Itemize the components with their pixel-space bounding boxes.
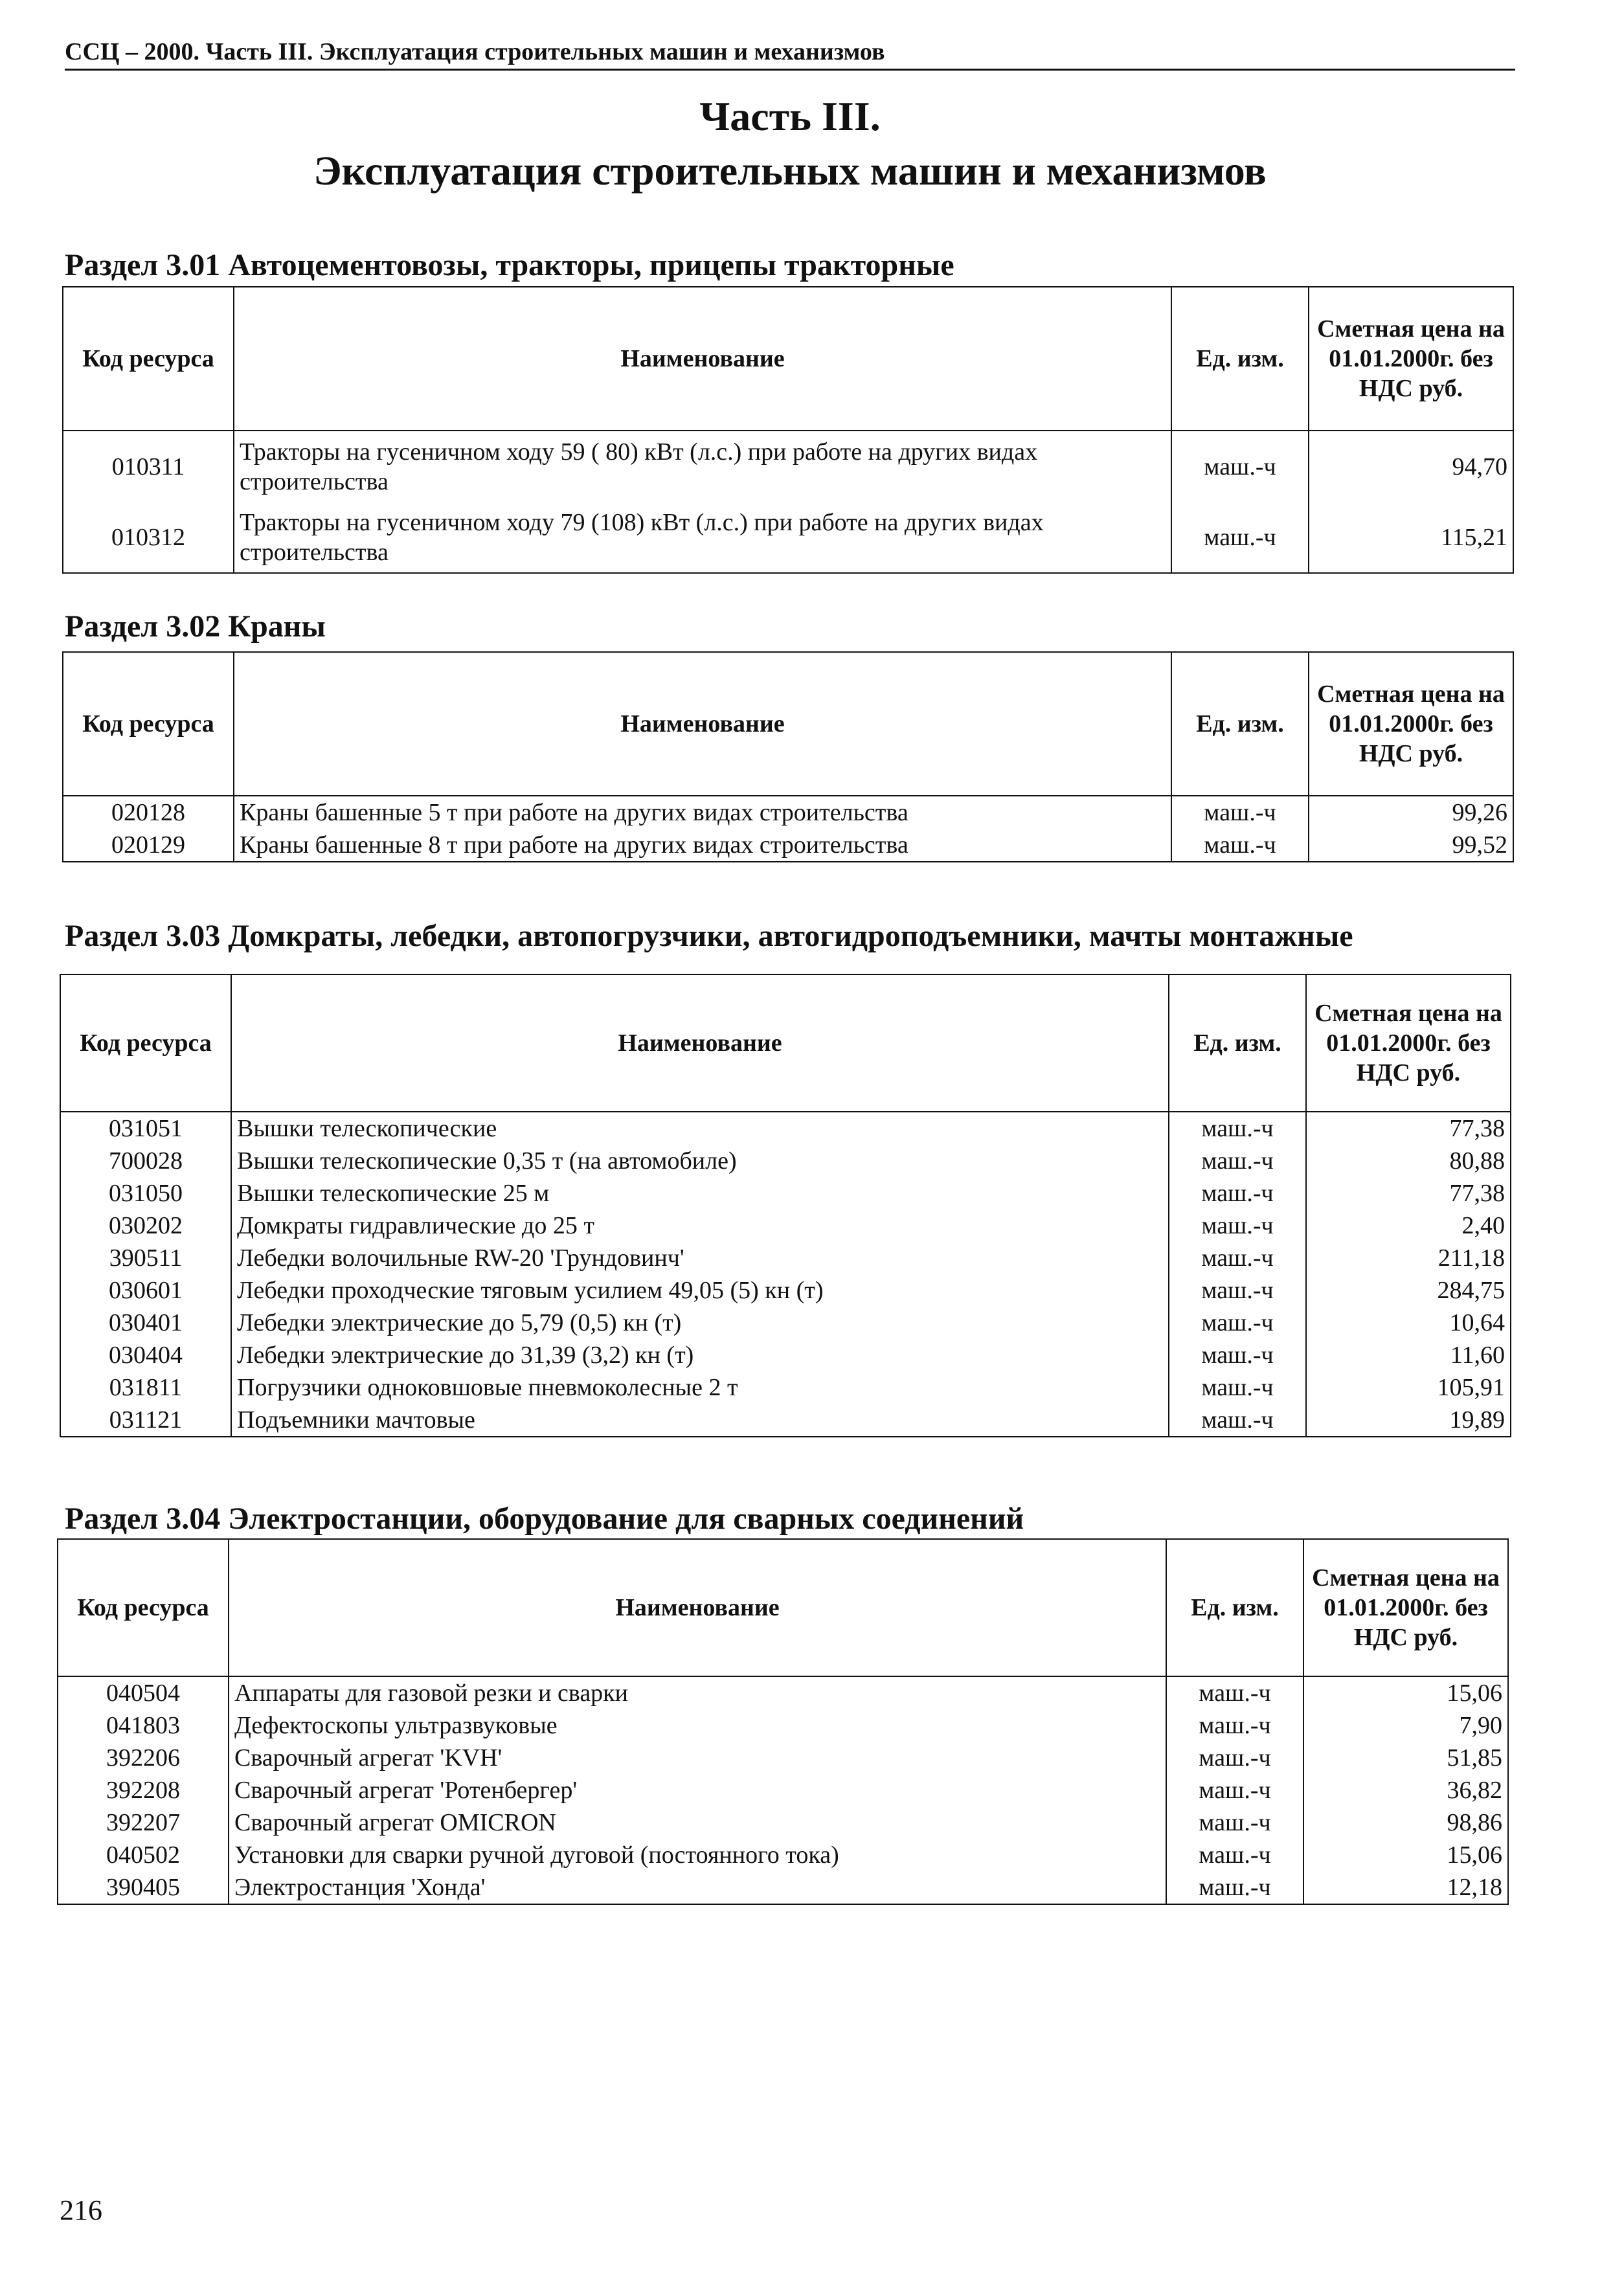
col-header-unit: Ед. изм. — [1166, 1539, 1303, 1676]
table-row — [60, 1339, 1511, 1371]
section-heading-3-01: Раздел 3.01 Автоцементовозы, тракторы, прицепы тракторные — [65, 248, 954, 282]
table-row — [58, 1676, 1508, 1709]
col-header-name: Наименование — [234, 287, 1171, 431]
resource-code: 031051 — [60, 1112, 231, 1145]
resource-unit: маш.-ч — [1166, 1774, 1303, 1806]
resource-price: 211,18 — [1306, 1242, 1511, 1274]
price-table-3-01 — [62, 286, 1514, 574]
resource-code: 030401 — [60, 1307, 231, 1339]
resource-name: Вышки телескопические 25 м — [231, 1177, 1169, 1209]
resource-unit: маш.-ч — [1166, 1839, 1303, 1871]
resource-code: 041803 — [58, 1709, 229, 1742]
resource-price: 15,06 — [1303, 1676, 1508, 1709]
price-table-3-04 — [57, 1538, 1509, 1905]
resource-name: Краны башенные 8 т при работе на других видах строительства — [234, 829, 1171, 862]
resource-name: Установки для сварки ручной дуговой (постоянного тока) — [229, 1839, 1166, 1871]
col-header-code: Код ресурса — [63, 652, 234, 796]
resource-code: 020128 — [63, 796, 234, 829]
resource-price: 99,26 — [1309, 796, 1513, 829]
resource-unit: маш.-ч — [1166, 1871, 1303, 1904]
resource-unit: маш.-ч — [1169, 1112, 1306, 1145]
resource-code: 040502 — [58, 1839, 229, 1871]
resource-unit: маш.-ч — [1169, 1274, 1306, 1307]
col-header-price: Сметная цена на 01.01.2000г. без НДС руб. — [1309, 287, 1513, 431]
resource-name: Вышки телескопические — [231, 1112, 1169, 1145]
resource-code: 390405 — [58, 1871, 229, 1904]
col-header-unit: Ед. изм. — [1169, 974, 1306, 1112]
resource-unit: маш.-ч — [1169, 1339, 1306, 1371]
table-row — [58, 1742, 1508, 1774]
resource-unit: маш.-ч — [1169, 1177, 1306, 1209]
resource-code: 030404 — [60, 1339, 231, 1371]
resource-unit: маш.-ч — [1166, 1806, 1303, 1839]
resource-name: Сварочный агрегат OMICRON — [229, 1806, 1166, 1839]
section-heading-3-03: Раздел 3.03 Домкраты, лебедки, автопогрузчики, автогидроподъемники, мачты монтажные — [65, 919, 1353, 953]
table-row — [58, 1839, 1508, 1871]
resource-price: 77,38 — [1306, 1177, 1511, 1209]
table-row — [60, 1145, 1511, 1177]
resource-price: 11,60 — [1306, 1339, 1511, 1371]
table-row — [60, 1371, 1511, 1404]
table-row — [60, 1307, 1511, 1339]
resource-name: Дефектоскопы ультразвуковые — [229, 1709, 1166, 1742]
col-header-code: Код ресурса — [58, 1539, 229, 1676]
resource-price: 7,90 — [1303, 1709, 1508, 1742]
table-row — [58, 1709, 1508, 1742]
table-row — [63, 829, 1513, 862]
resource-name: Краны башенные 5 т при работе на других видах строительства — [234, 796, 1171, 829]
resource-name: Лебедки проходческие тяговым усилием 49,05 (5) кн (т) — [231, 1274, 1169, 1307]
table-row — [60, 1404, 1511, 1437]
table-row — [58, 1871, 1508, 1904]
resource-code: 030601 — [60, 1274, 231, 1307]
resource-price: 12,18 — [1303, 1871, 1508, 1904]
resource-name: Подъемники мачтовые — [231, 1404, 1169, 1437]
resource-unit: маш.-ч — [1171, 796, 1309, 829]
resource-code: 030202 — [60, 1209, 231, 1242]
resource-name: Лебедки волочильные RW-20 'Грундовинч' — [231, 1242, 1169, 1274]
resource-name: Тракторы на гусеничном ходу 59 ( 80) кВт (л.с.) при работе на других видах строительства — [234, 431, 1171, 502]
resource-price: 15,06 — [1303, 1839, 1508, 1871]
col-header-price: Сметная цена на 01.01.2000г. без НДС руб. — [1309, 652, 1513, 796]
resource-code: 040504 — [58, 1676, 229, 1709]
resource-code: 010312 — [63, 502, 234, 573]
table-row — [63, 796, 1513, 829]
resource-unit: маш.-ч — [1169, 1242, 1306, 1274]
resource-name: Вышки телескопические 0,35 т (на автомобиле) — [231, 1145, 1169, 1177]
resource-price: 94,70 — [1309, 431, 1513, 502]
resource-price: 36,82 — [1303, 1774, 1508, 1806]
resource-name: Сварочный агрегат 'Ротенбергер' — [229, 1774, 1166, 1806]
resource-price: 19,89 — [1306, 1404, 1511, 1437]
table-row — [60, 1242, 1511, 1274]
resource-price: 284,75 — [1306, 1274, 1511, 1307]
section-heading-3-04: Раздел 3.04 Электростанции, оборудование для сварных соединений — [65, 1501, 1024, 1536]
price-table-3-02 — [62, 651, 1514, 862]
resource-unit: маш.-ч — [1171, 829, 1309, 862]
page-title: Эксплуатация строительных машин и механизмов — [313, 148, 1267, 194]
resource-code: 020129 — [63, 829, 234, 862]
resource-unit: маш.-ч — [1166, 1676, 1303, 1709]
resource-price: 105,91 — [1306, 1371, 1511, 1404]
resource-name: Сварочный агрегат 'KVH' — [229, 1742, 1166, 1774]
resource-name: Тракторы на гусеничном ходу 79 (108) кВт (л.с.) при работе на других видах строительства — [234, 502, 1171, 573]
resource-price: 80,88 — [1306, 1145, 1511, 1177]
table-row — [58, 1806, 1508, 1839]
resource-name: Аппараты для газовой резки и сварки — [229, 1676, 1166, 1709]
col-header-code: Код ресурса — [60, 974, 231, 1112]
price-table-3-03 — [60, 974, 1511, 1437]
resource-code: 392208 — [58, 1774, 229, 1806]
running-header: ССЦ – 2000. Часть III. Эксплуатация строительных машин и механизмов — [65, 38, 1515, 71]
table-row — [63, 502, 1513, 573]
table-row — [63, 431, 1513, 502]
resource-code: 031050 — [60, 1177, 231, 1209]
resource-price: 2,40 — [1306, 1209, 1511, 1242]
resource-code: 700028 — [60, 1145, 231, 1177]
resource-name: Лебедки электрические до 31,39 (3,2) кн (т) — [231, 1339, 1169, 1371]
resource-name: Электростанция 'Хонда' — [229, 1871, 1166, 1904]
resource-price: 98,86 — [1303, 1806, 1508, 1839]
resource-unit: маш.-ч — [1169, 1404, 1306, 1437]
page-title-part: Часть III. — [699, 93, 881, 139]
table-row — [60, 1177, 1511, 1209]
resource-price: 77,38 — [1306, 1112, 1511, 1145]
section-heading-3-02: Раздел 3.02 Краны — [65, 609, 326, 644]
resource-unit: маш.-ч — [1171, 502, 1309, 573]
resource-price: 99,52 — [1309, 829, 1513, 862]
table-row — [60, 1274, 1511, 1307]
resource-name: Домкраты гидравлические до 25 т — [231, 1209, 1169, 1242]
resource-unit: маш.-ч — [1169, 1145, 1306, 1177]
resource-price: 51,85 — [1303, 1742, 1508, 1774]
resource-code: 031811 — [60, 1371, 231, 1404]
resource-code: 390511 — [60, 1242, 231, 1274]
resource-unit: маш.-ч — [1169, 1307, 1306, 1339]
resource-unit: маш.-ч — [1169, 1371, 1306, 1404]
table-row — [60, 1112, 1511, 1145]
col-header-name: Наименование — [229, 1539, 1166, 1676]
table-row — [60, 1209, 1511, 1242]
col-header-name: Наименование — [231, 974, 1169, 1112]
table-row — [58, 1774, 1508, 1806]
col-header-unit: Ед. изм. — [1171, 652, 1309, 796]
resource-unit: маш.-ч — [1166, 1709, 1303, 1742]
resource-unit: маш.-ч — [1171, 431, 1309, 502]
resource-code: 010311 — [63, 431, 234, 502]
page-number: 216 — [60, 2194, 102, 2226]
resource-code: 031121 — [60, 1404, 231, 1437]
resource-price: 115,21 — [1309, 502, 1513, 573]
resource-unit: маш.-ч — [1166, 1742, 1303, 1774]
col-header-name: Наименование — [234, 652, 1171, 796]
col-header-price: Сметная цена на 01.01.2000г. без НДС руб. — [1303, 1539, 1508, 1676]
resource-price: 10,64 — [1306, 1307, 1511, 1339]
resource-name: Погрузчики одноковшовые пневмоколесные 2 т — [231, 1371, 1169, 1404]
resource-unit: маш.-ч — [1169, 1209, 1306, 1242]
col-header-unit: Ед. изм. — [1171, 287, 1309, 431]
resource-code: 392207 — [58, 1806, 229, 1839]
resource-code: 392206 — [58, 1742, 229, 1774]
col-header-price: Сметная цена на 01.01.2000г. без НДС руб. — [1306, 974, 1511, 1112]
col-header-code: Код ресурса — [63, 287, 234, 431]
resource-name: Лебедки электрические до 5,79 (0,5) кн (т) — [231, 1307, 1169, 1339]
